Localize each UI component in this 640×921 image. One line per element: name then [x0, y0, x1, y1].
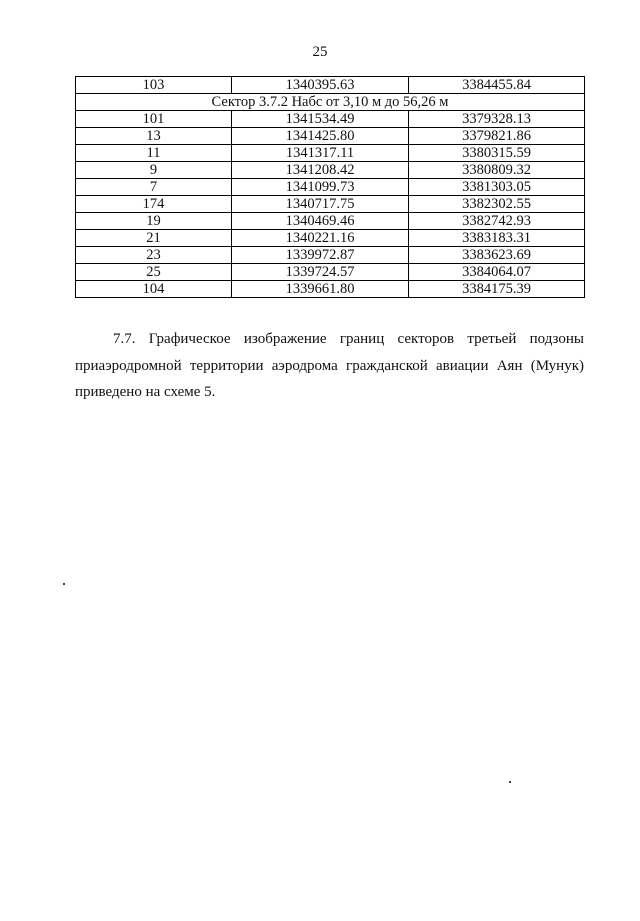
x-coordinate-cell: 1341317.11 [232, 145, 409, 162]
y-coordinate-cell: 3384455.84 [409, 77, 585, 94]
y-coordinate-cell: 3380315.59 [409, 145, 585, 162]
table-row [76, 230, 585, 247]
y-coordinate-cell: 3381303.05 [409, 179, 585, 196]
x-coordinate-cell: 1340221.16 [232, 230, 409, 247]
table-row [76, 77, 585, 94]
y-coordinate-cell: 3383623.69 [409, 247, 585, 264]
x-coordinate-cell: 1339724.57 [232, 264, 409, 281]
table-row [76, 111, 585, 128]
table-body [76, 77, 585, 298]
table-row [76, 264, 585, 281]
body-paragraph: 7.7. Графическое изображение границ секторов третьей подзоны приаэродромной территории аэродрома гражданской авиации Аян (Мунук) приведено на схеме 5. [75, 331, 584, 400]
y-coordinate-cell: 3382302.55 [409, 196, 585, 213]
point-number-cell: 101 [76, 111, 232, 128]
point-number-cell: 174 [76, 196, 232, 213]
x-coordinate-cell: 1340717.75 [232, 196, 409, 213]
table-row [76, 196, 585, 213]
y-coordinate-cell: 3383183.31 [409, 230, 585, 247]
scan-speck [63, 583, 65, 585]
y-coordinate-cell: 3384064.07 [409, 264, 585, 281]
x-coordinate-cell: 1340395.63 [232, 77, 409, 94]
y-coordinate-cell: 3382742.93 [409, 213, 585, 230]
x-coordinate-cell: 1339972.87 [232, 247, 409, 264]
table-row [76, 247, 585, 264]
sector-header-row [76, 94, 585, 111]
point-number-cell: 21 [76, 230, 232, 247]
point-number-cell: 19 [76, 213, 232, 230]
table-row [76, 281, 585, 298]
x-coordinate-cell: 1341208.42 [232, 162, 409, 179]
point-number-cell: 9 [76, 162, 232, 179]
point-number-cell: 23 [76, 247, 232, 264]
table-row [76, 162, 585, 179]
point-number-cell: 104 [76, 281, 232, 298]
point-number-cell: 103 [76, 77, 232, 94]
x-coordinate-cell: 1341425.80 [232, 128, 409, 145]
table-row [76, 128, 585, 145]
x-coordinate-cell: 1340469.46 [232, 213, 409, 230]
page-number: 25 [312, 44, 328, 60]
sector-header-cell: Сектор 3.7.2 Набс от 3,10 м до 56,26 м [76, 94, 585, 111]
y-coordinate-cell: 3380809.32 [409, 162, 585, 179]
scan-speck [509, 781, 511, 783]
y-coordinate-cell: 3384175.39 [409, 281, 585, 298]
point-number-cell: 7 [76, 179, 232, 196]
y-coordinate-cell: 3379328.13 [409, 111, 585, 128]
table-row [76, 145, 585, 162]
x-coordinate-cell: 1341534.49 [232, 111, 409, 128]
point-number-cell: 13 [76, 128, 232, 145]
x-coordinate-cell: 1341099.73 [232, 179, 409, 196]
point-number-cell: 25 [76, 264, 232, 281]
x-coordinate-cell: 1339661.80 [232, 281, 409, 298]
table-row [76, 213, 585, 230]
y-coordinate-cell: 3379821.86 [409, 128, 585, 145]
coordinates-table [75, 76, 585, 298]
point-number-cell: 11 [76, 145, 232, 162]
table-row [76, 179, 585, 196]
